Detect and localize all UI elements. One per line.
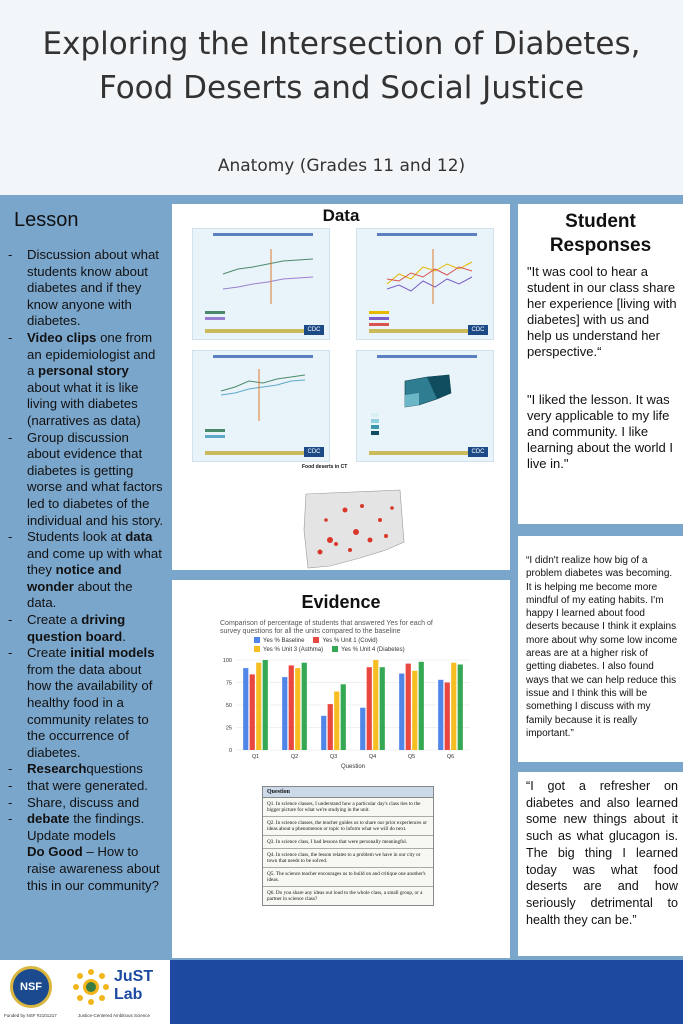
funding-note: Funded by NSF #2101217 [4, 1013, 57, 1018]
questions-table-row: Q4. In science class, the lesson relates to a problem we have in our city or town that needs to be solved. [263, 849, 433, 868]
food-desert-map [300, 462, 410, 570]
x-tick-label: Q3 [329, 754, 338, 760]
cdc-logo: CDC [304, 447, 324, 457]
data-map-thumbnail [356, 350, 494, 462]
y-tick-label: 0 [228, 748, 232, 754]
lesson-item: - Create initial models from the data about how the availability of healthy food in a community relates to the occurrence of diabetes. [8, 645, 164, 761]
evidence-heading: Evidence [301, 592, 381, 612]
y-tick-label: 75 [225, 680, 232, 687]
food-desert-map-title: Food deserts in CT [302, 464, 348, 470]
x-axis-title: Question [340, 764, 366, 770]
responses-heading: Student Responses [549, 211, 652, 256]
student-response-card [518, 536, 683, 762]
legend-swatch [313, 637, 319, 643]
bar [412, 671, 417, 750]
bar [373, 660, 378, 750]
legend-label: Yes % Unit 4 (Diabetes) [341, 647, 405, 653]
lesson-heading: Lesson [14, 209, 79, 231]
response-quote: "I liked the lesson. It was very applicable to my life and community. I like learning about the world I live in." [527, 392, 673, 471]
lesson-item: Do Good – How to raise awareness about this in our community? [27, 844, 160, 893]
bar [360, 708, 365, 750]
lesson-item: - debate the findings. [8, 811, 164, 828]
chart-caption: Comparison of percentage of students that answered Yes for each of survey questions for all the units compared to the baseline [220, 620, 433, 635]
questions-table-row: Q5. The science teacher encourages us to build on and critique one another's ideas. [263, 868, 433, 887]
lesson-item: - that were generated. [8, 778, 164, 795]
legend-label: Yes % Unit 3 (Asthma) [263, 647, 324, 653]
legend-item [254, 637, 304, 644]
poster-header [0, 0, 683, 195]
x-tick-label: Q1 [251, 754, 260, 760]
y-tick-label: 25 [225, 725, 232, 732]
questions-table-header: Question [263, 787, 433, 798]
bar [250, 674, 255, 750]
poster-subtitle: Anatomy (Grades 11 and 12) [217, 156, 466, 176]
response-quote: "It was cool to hear a student in our class share her experience [living with diabetes] with us and help us understand her perspective.“ [527, 264, 677, 359]
bar [282, 677, 287, 750]
just-lab-tagline: Justice-Centered Ambitious Science [78, 1013, 151, 1018]
x-tick-label: Q5 [407, 754, 416, 760]
just-lab-logo: JuST Lab [114, 968, 154, 1003]
lesson-item: - Share, discuss and [8, 795, 164, 812]
response-quote: “I didn't realize how big of a problem diabetes was becoming. It is helping me become more mindful of my eating habits. I'm happy I learned about food deserts because I think it explains more about why some low income areas are at a higher risk of getting diabetes. I also found ways that we can help reduce this issue and I think this will be something I discuss with my family because it is really important.” [526, 555, 678, 739]
legend-swatch [254, 637, 260, 643]
bar [399, 674, 404, 751]
bar [295, 668, 300, 750]
bar [302, 663, 307, 750]
legend-item [313, 637, 377, 644]
bar [451, 663, 456, 750]
cdc-logo: CDC [468, 447, 488, 457]
data-chart-thumbnail [356, 228, 494, 340]
questions-table-row: Q3. In science class, I had lessons that were personally meaningful. [263, 836, 433, 849]
data-chart-thumbnail [192, 350, 330, 462]
bar [243, 668, 248, 750]
bar [321, 716, 326, 750]
bar [419, 662, 424, 750]
y-tick-label: 100 [222, 658, 232, 664]
bar [445, 683, 450, 751]
x-tick-label: Q2 [290, 754, 299, 760]
data-heading: Data [322, 206, 360, 225]
bar [341, 684, 346, 750]
bar [438, 680, 443, 750]
nsf-logo: NSF [10, 966, 52, 1008]
lesson-item: - Students look at data and come up with what they notice and wonder about the data. [8, 529, 164, 612]
bar [380, 667, 385, 750]
bar [406, 664, 411, 750]
food-desert-map-graphic [300, 470, 410, 570]
y-tick-label: 50 [225, 703, 232, 709]
bar [289, 665, 294, 750]
questions-table [262, 786, 434, 906]
questions-table-row: Q1. In science classes, I understand how a particular day's class ties to the bigger picture for what we're studying in the unit. [263, 798, 433, 817]
footer-band [0, 960, 683, 1024]
lesson-item: - Group discussion about evidence that diabetes is getting worse and what factors led to diabetes of the individual and his story. [8, 430, 164, 530]
x-tick-label: Q6 [446, 754, 455, 760]
legend-label: Yes % Unit 1 (Covid) [322, 638, 378, 644]
response-quote: “I got a refresher on diabetes and also learned some new things about it such as what glucagon is. The big thing I learned today was what food deserts are and how seriously detrimental to health they can be.” [526, 779, 678, 927]
lesson-item: - Video clips one from an epidemiologist and a personal story about what it is like living with diabetes (narratives as data) [8, 330, 164, 430]
bar [367, 667, 372, 750]
lesson-item: - Create a driving question board. [8, 612, 164, 645]
legend-label: Yes % Baseline [263, 638, 305, 644]
data-chart-thumbnail [192, 228, 330, 340]
lesson-column [0, 195, 164, 955]
questions-table-row: Q2. In science classes, the teacher guides us to share our prior experiences or ideas about a phenomenon or topic to inform what we will do next. [263, 817, 433, 836]
student-response-card [518, 772, 683, 956]
poster-title: Exploring the Intersection of Diabetes, Food Deserts and Social Justice [42, 26, 641, 106]
cdc-logo: CDC [468, 325, 488, 335]
x-tick-label: Q4 [368, 754, 377, 760]
lesson-item: - Discussion about what students know about diabetes and if they know anyone with diabetes. [8, 247, 164, 330]
bar [328, 704, 333, 750]
data-panel [172, 204, 510, 570]
survey-bar-chart [172, 650, 510, 780]
cdc-logo: CDC [304, 325, 324, 335]
logo-area [0, 960, 170, 1024]
lesson-item: - Researchquestions [8, 761, 164, 778]
bar [334, 692, 339, 751]
just-lab-sun-icon [72, 968, 110, 1006]
evidence-panel [172, 580, 510, 958]
lesson-list [8, 247, 164, 894]
bar [256, 663, 261, 750]
bar [263, 660, 268, 750]
lesson-item: Update models [27, 827, 116, 843]
questions-table-row: Q6. Do you share any ideas out loud to the whole class, a small group, or a partner in science class? [263, 887, 433, 905]
bar [458, 665, 463, 751]
student-responses-panel [518, 204, 683, 524]
